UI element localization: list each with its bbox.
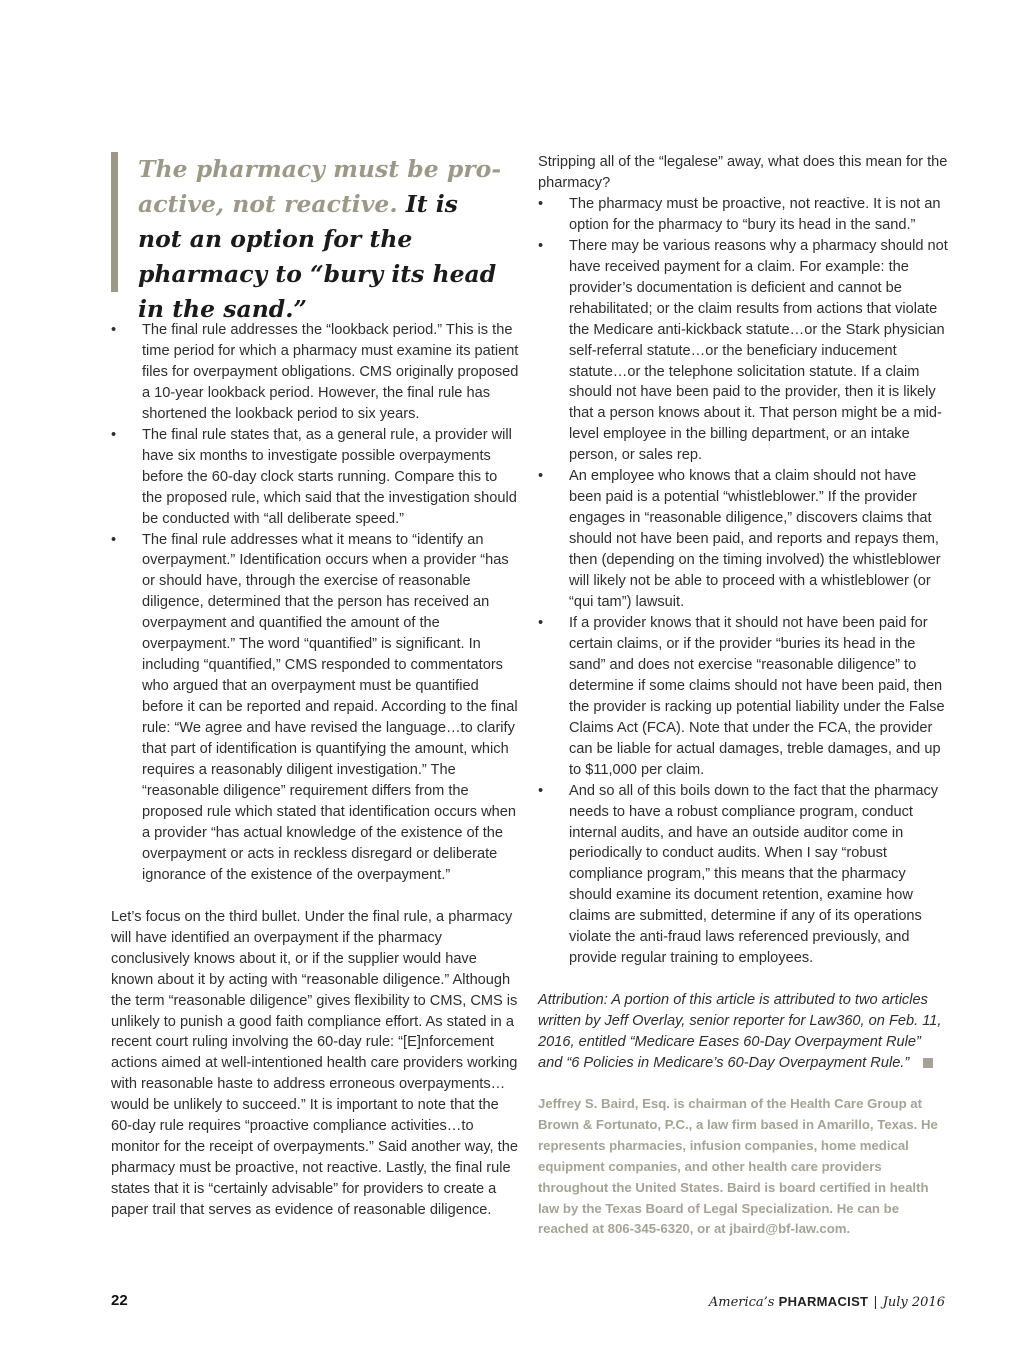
pull-quote-rest: It is not an option for the pharmacy to “bury its head in the sand.”	[138, 190, 497, 323]
pull-quote-bar	[111, 152, 118, 292]
right-bullet-item: • If a provider knows that it should not have been paid for certain claims, or if the provider “buries its head in the sand” and does not exercise “reasonable diligence” to determine if some claims should not have been paid, then the provider is racking up potential liability under the False Claims Act (FCA). Note that under the FCA, the provider can be liable for actual damages, treble damages, and up to $11,000 per claim.	[538, 613, 948, 781]
issue-date: July 2016	[882, 1295, 945, 1310]
right-intro-paragraph: Stripping all of the “legalese” away, what does this mean for the pharmacy?	[538, 154, 948, 191]
author-bio: Jeffrey S. Baird, Esq. is chairman of the Health Care Group at Brown & Fortunato, P.C., a law firm based in Amarillo, Texas. He represents pharmacies, infusion companies, home medical equipment companies, and other health care providers throughout the United States. Baird is board certified in health law by the Texas Board of Legal Specialization. He can be reached at 806-345-6320, or at jbaird@bf-law.com.	[538, 1095, 938, 1237]
page-number: 22	[111, 1292, 128, 1309]
pull-quote-highlight: The pharmacy must be pro-active, not reactive.	[138, 155, 502, 218]
attribution-note	[538, 990, 948, 1074]
right-bullet-item: • There may be various reasons why a pharmacy should not have received payment for a claim. For example: the provider’s documentation is deficient and cannot be rehabilitated; or the claim results from actions that violate the Medicare anti-kickback statute…or the Stark physician self-referral statute…or the beneficiary inducement statute…or the telephone solicitation statute. If a claim should not have been paid to the provider, then it is likely that a person knows about it. That person might be a mid-level employee in the billing department, or an intake person, or sales rep.	[538, 236, 948, 466]
left-bullet-list	[111, 320, 521, 886]
magazine-name: PHARMACIST	[778, 1294, 869, 1309]
magazine-footer	[709, 1294, 945, 1310]
left-body-paragraph: Let’s focus on the third bullet. Under the final rule, a pharmacy will have identified an overpayment if the pharmacy conclusively knows about it, or if the supplier would have known about it by acting with “reasonable diligence.” Although the term “reasonable diligence” gives flexibility to CMS, CMS is unlikely to punish a good faith compliance effort. As stated in a recent court ruling involving the 60-day rule: “[E]nforcement actions aimed at well-intentioned health care providers working with reasonable haste to address erroneous overpayments…would be unlikely to succeed.” It is important to note that the 60-day rule requires “proactive compliance activities…to monitor for the receipt of overpayments.” Said another way, the pharmacy must be proactive, not reactive. Lastly, the final rule states that it is “certainly advisable” for providers to create a paper trail that serves as evidence of reasonable diligence.	[111, 908, 518, 1219]
pull-quote	[111, 152, 511, 323]
left-column	[111, 320, 521, 1221]
magazine-prefix: America’s	[708, 1295, 775, 1310]
footer-separator: |	[873, 1295, 878, 1310]
right-bullet-item: • The pharmacy must be proactive, not reactive. It is not an option for the pharmacy to “bury its head in the sand.”	[538, 194, 948, 236]
right-bullet-item: • And so all of this boils down to the fact that the pharmacy needs to have a robust compliance program, conduct internal audits, and have an outside auditor come in periodically to conduct audits. When I say “robust compliance program,” this means that the pharmacy should examine its document retention, examine how claims are submitted, determine if any of its operations violate the anti-fraud laws referenced previously, and provide regular training to employees.	[538, 781, 948, 970]
left-bullet-item: • The final rule states that, as a general rule, a provider will have six months to investigate possible overpayments before the 60-day clock starts running. Compare this to the proposed rule, which said that the investigation should be conducted with “all deliberate speed.”	[111, 425, 521, 530]
right-column	[538, 152, 948, 1254]
left-bullet-item: • The final rule addresses what it means to “identify an overpayment.” Identification occurs when a provider “has or should have, through the exercise of reasonable diligence, determined that the person has received an overpayment and quantified the amount of the overpayment.” The word “quantified” is significant. In including “quantified,” CMS responded to commentators who argued that an overpayment must be quantified before it can be reported and repaid. According to the final rule: “We agree and have revised the language…to clarify that part of identification is quantifying the amount, which requires a reasonably diligent investigation.” The “reasonable diligence” requirement differs from the proposed rule which stated that identification occurs when a provider “has actual knowledge of the existence of the overpayment or acts in reckless disregard or deliberate ignorance of the existence of the overpayment.”	[111, 530, 521, 886]
right-bullet-list	[538, 194, 948, 969]
end-of-article-square-icon	[923, 1058, 933, 1068]
pull-quote-text	[138, 152, 508, 327]
left-bullet-item: • The final rule addresses the “lookback period.” This is the time period for which a pharmacy must examine its patient files for overpayment obligations. CMS originally proposed a 10-year lookback period. However, the final rule has shortened the lookback period to six years.	[111, 320, 521, 425]
right-bullet-item: • An employee who knows that a claim should not have been paid is a potential “whistleblower.” If the provider engages in “reasonable diligence,” discovers claims that should not have been paid, and reports and repays them, then (depending on the timing involved) the whistleblower will likely not be able to proceed with a whistleblower (or “qui tam”) lawsuit.	[538, 466, 948, 613]
attribution-text: Attribution: A portion of this article is attributed to two articles written by Jeff Overlay, senior reporter for Law360, on Feb. 11, 2016, entitled “Medicare Eases 60-Day Overpayment Rule” and “6 Policies in Medicare’s 60-Day Overpayment Rule.”	[538, 992, 942, 1072]
